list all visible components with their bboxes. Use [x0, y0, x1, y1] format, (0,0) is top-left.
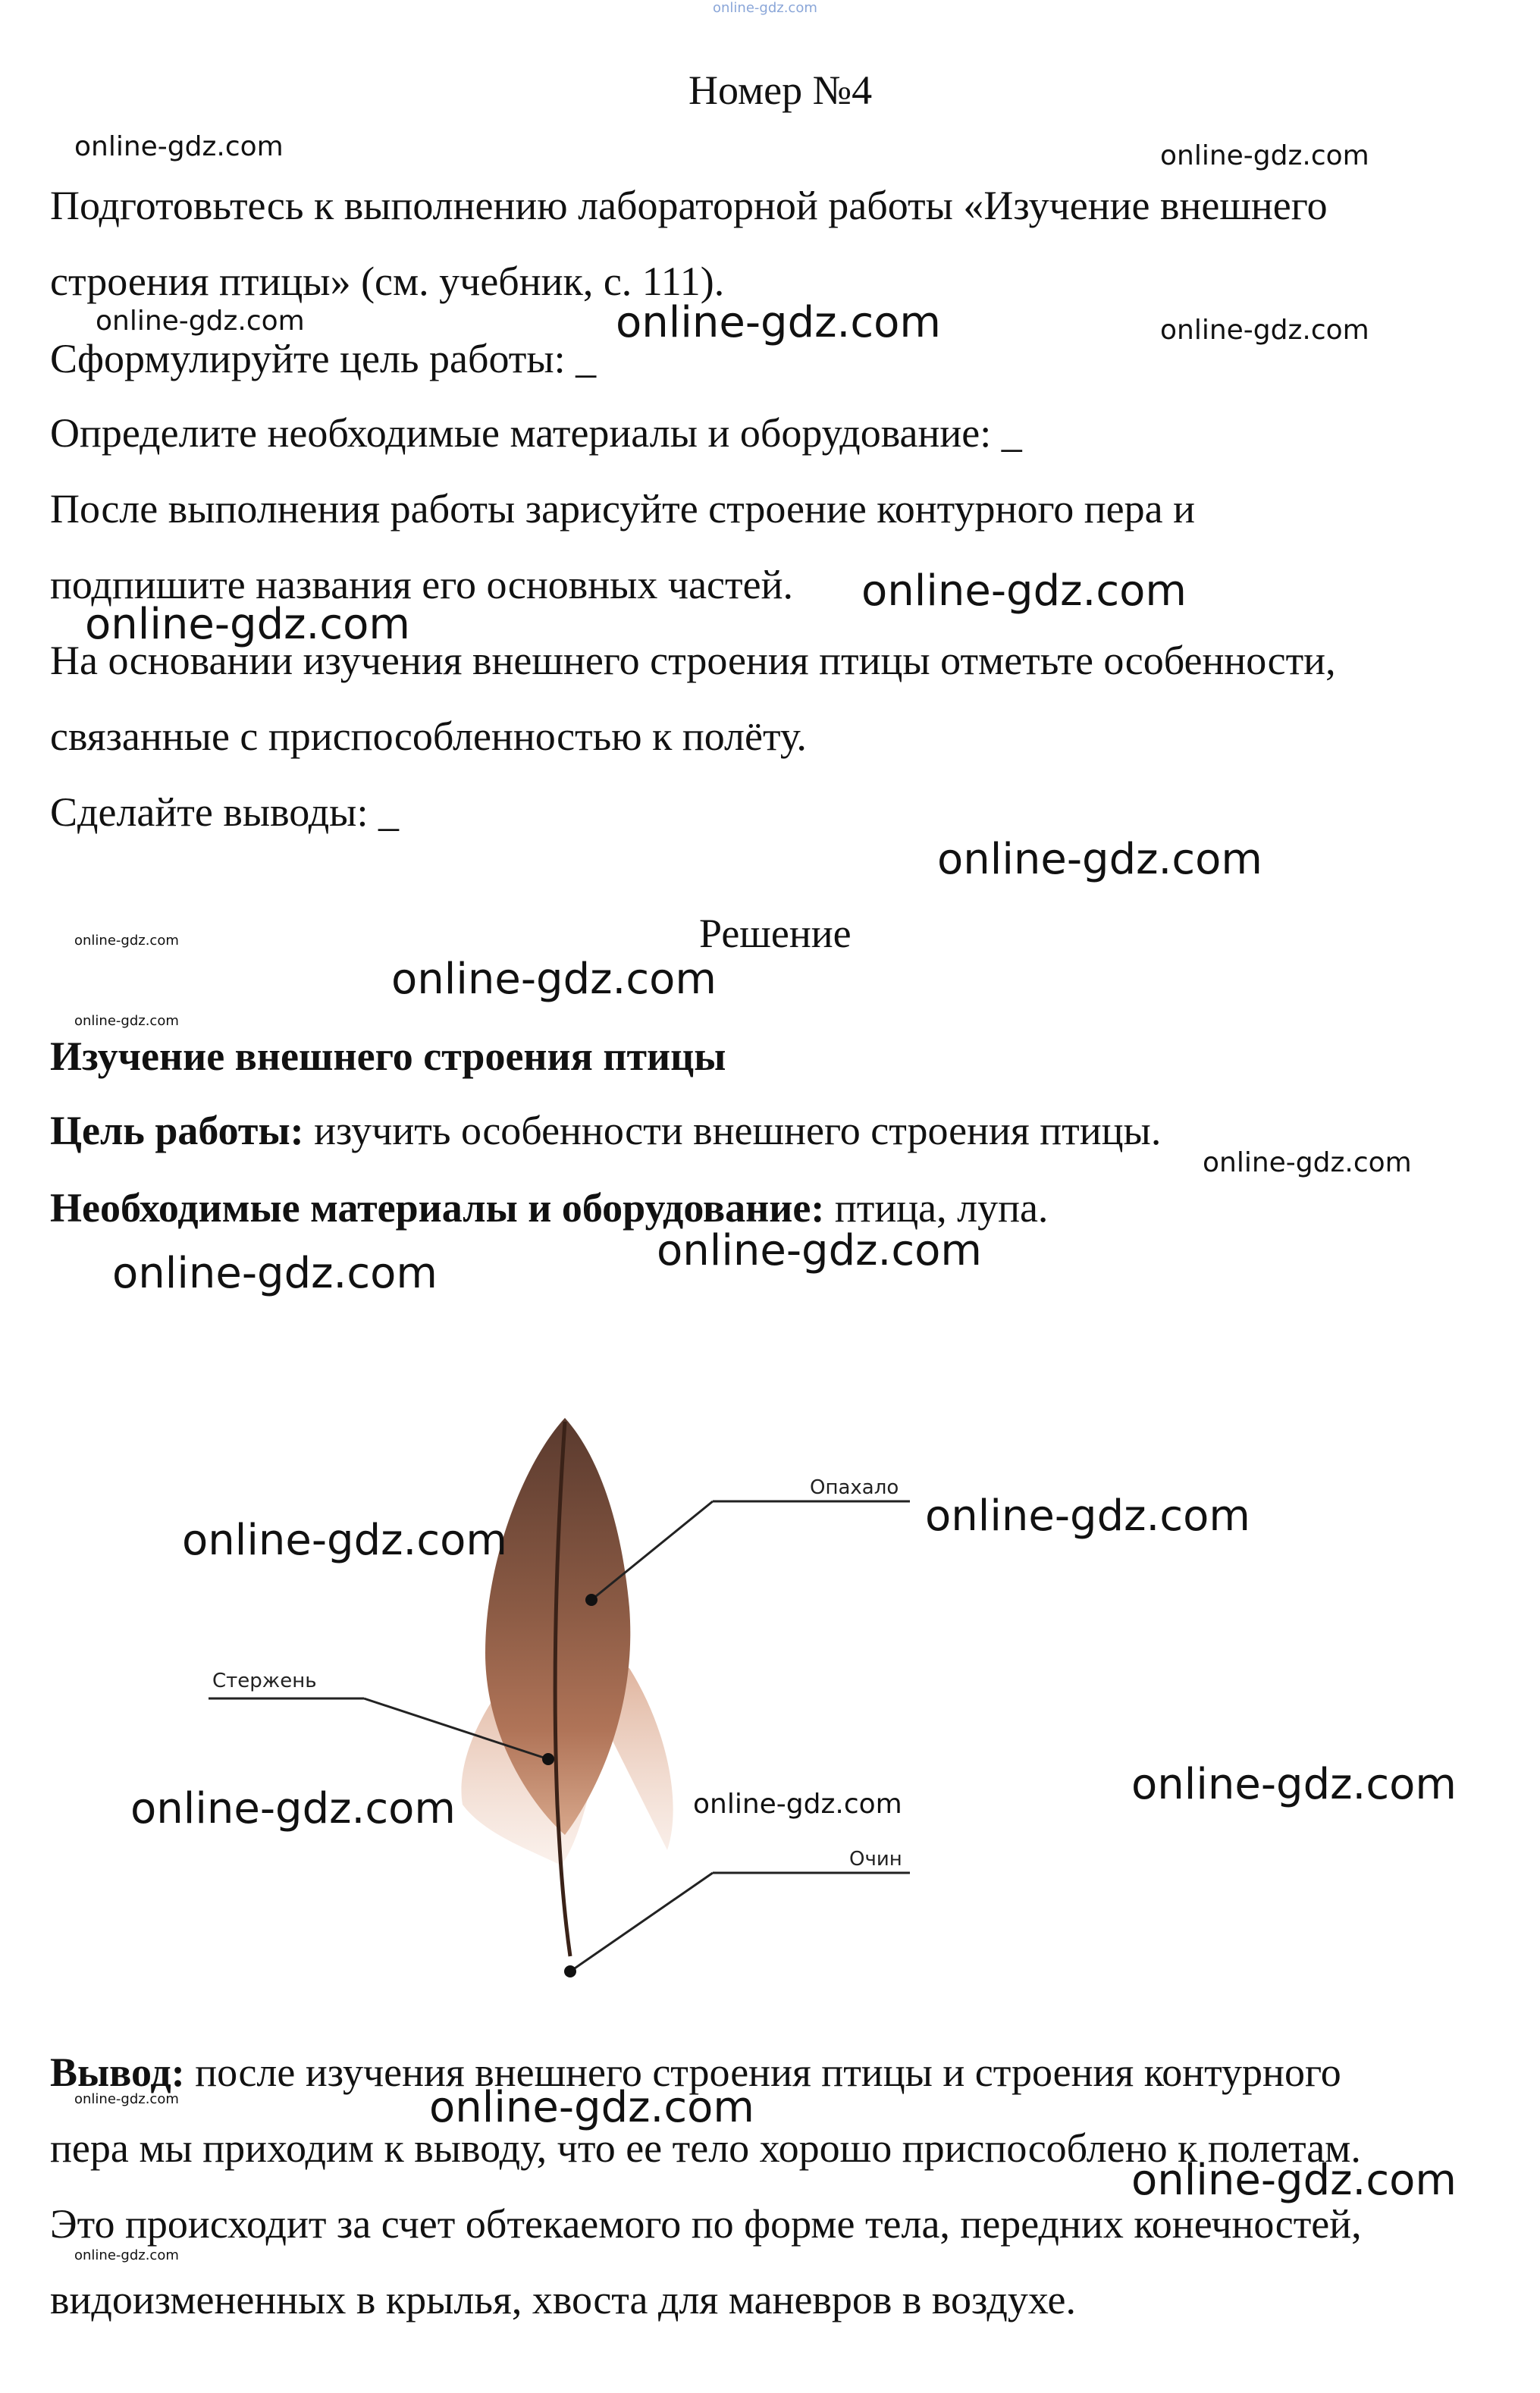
goal-line [50, 1110, 1161, 1151]
shaft-label: Стержень [212, 1670, 317, 1692]
watermark: online-gdz.com [182, 1516, 507, 1565]
work-title: Изучение внешнего строения птицы [50, 1033, 726, 1079]
page-title: Номер №4 [688, 67, 873, 113]
watermark: online-gdz.com [112, 1249, 438, 1298]
conclusion-label: Вывод: [50, 2050, 185, 2095]
goal-text: изучить особенности внешнего строения птицы. [303, 1108, 1162, 1153]
watermark: online-gdz.com [1131, 2156, 1457, 2205]
shaft-dot [542, 1753, 554, 1765]
task-line-8: связанные с приспособленностью к полёту. [50, 714, 807, 759]
feather-figure [0, 1380, 1540, 1987]
watermark: online-gdz.com [429, 2083, 754, 2132]
conclusion-line-2: пера мы приходим к выводу, что ее тело хорошо приспособлено к полетам. [50, 2125, 1361, 2171]
task-line-1: Подготовьтесь к выполнению лабораторной работы «Изучение внешнего [50, 183, 1328, 228]
watermark: online-gdz.com [85, 600, 410, 649]
watermark: online-gdz.com [74, 131, 284, 162]
calamus-dot [564, 1965, 576, 1977]
watermark: online-gdz.com [937, 835, 1262, 884]
watermark: online-gdz.com [74, 2091, 179, 2107]
conclusion-line-4: видоизмененных в крылья, хвоста для маневров в воздухе. [50, 2277, 1076, 2322]
task-line-5: После выполнения работы зарисуйте строение контурного пера и [50, 486, 1195, 532]
task-line-7: На основании изучения внешнего строения птицы отметьте особенности, [50, 638, 1336, 683]
watermark: online-gdz.com [74, 2247, 179, 2263]
task-line-4: Определите необходимые материалы и оборудование: _ [50, 410, 1022, 456]
conclusion-line-3: Это происходит за счет обтекаемого по форме тела, передних конечностей, [50, 2201, 1362, 2247]
watermark: online-gdz.com [861, 566, 1187, 616]
watermark: online-gdz.com [616, 298, 941, 347]
calamus-leader [570, 1873, 713, 1971]
task-line-6: подпишите названия его основных частей. [50, 562, 793, 607]
watermark: online-gdz.com [925, 1491, 1250, 1541]
task-line-9: Сделайте выводы: _ [50, 789, 399, 835]
vane-label: Опахало [810, 1476, 899, 1499]
watermark: online-gdz.com [391, 955, 717, 1004]
watermark: online-gdz.com [130, 1784, 456, 1833]
header-watermark: online-gdz.com [713, 0, 817, 16]
vane-dot [585, 1594, 597, 1606]
watermark: online-gdz.com [1203, 1147, 1412, 1178]
feather-diagram [0, 1380, 1540, 1987]
goal-label: Цель работы: [50, 1108, 304, 1153]
calamus-label: Очин [849, 1848, 902, 1871]
watermark: online-gdz.com [657, 1226, 982, 1275]
solution-heading: Решение [699, 911, 852, 956]
materials-label: Необходимые материалы и оборудование: [50, 1185, 825, 1231]
watermark: online-gdz.com [1160, 315, 1369, 346]
materials-text: птица, лупа. [824, 1185, 1049, 1231]
materials-line [50, 1185, 1049, 1231]
watermark: online-gdz.com [74, 1013, 179, 1029]
watermark: online-gdz.com [693, 1789, 902, 1820]
task-line-3: Сформулируйте цель работы: _ [50, 336, 597, 381]
watermark: online-gdz.com [1160, 140, 1369, 171]
conclusion-text-1: после изучения внешнего строения птицы и строения контурного [184, 2050, 1341, 2095]
watermark: online-gdz.com [74, 933, 179, 949]
watermark: online-gdz.com [96, 306, 305, 337]
task-line-2: строения птицы» (см. учебник, с. 111). [50, 259, 725, 304]
watermark: online-gdz.com [1131, 1760, 1457, 1809]
